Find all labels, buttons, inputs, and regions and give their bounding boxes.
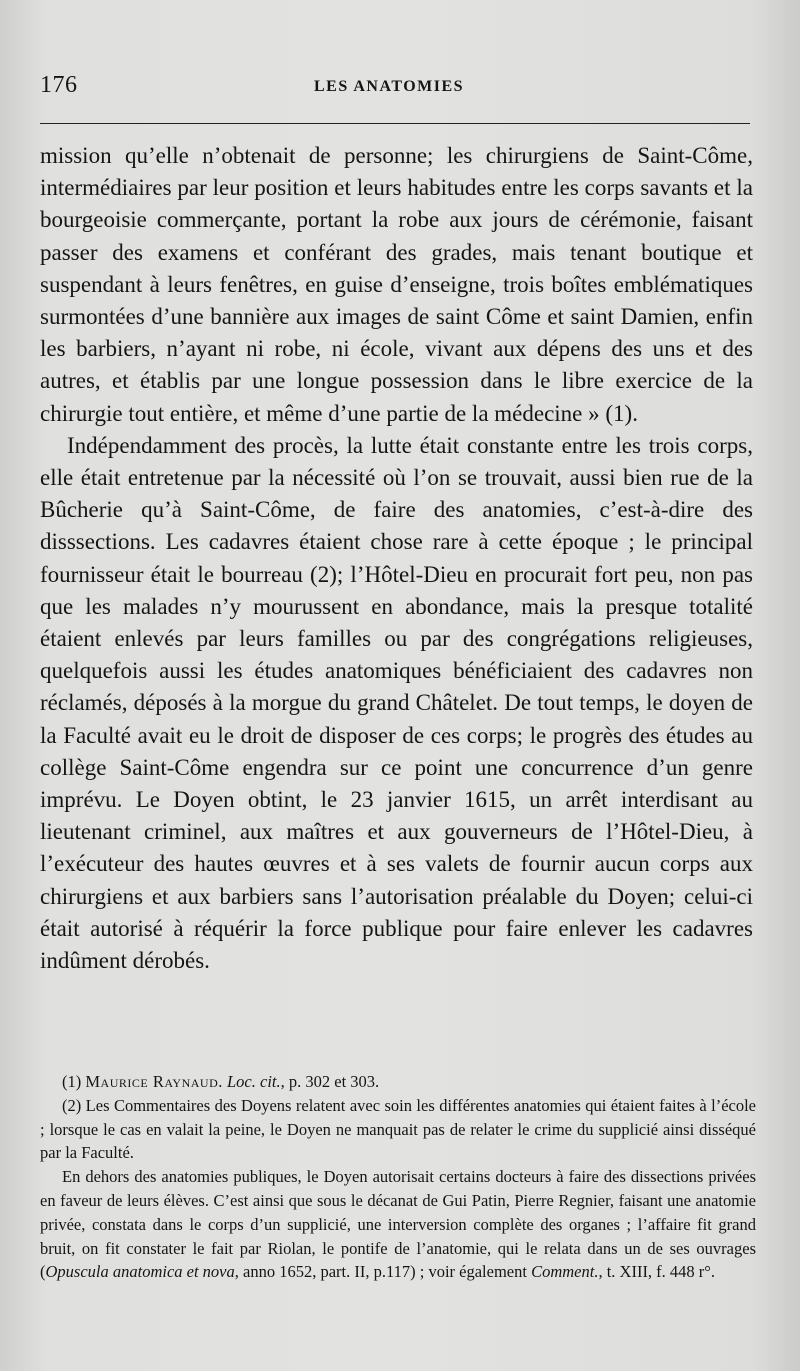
footnote-reference: Comment. <box>531 1262 599 1282</box>
footnote-2: (2) Les Commentaires des Doyens relatent avec soin les différentes anatomies qui étaient faites à l’école ; lorsque le cas en valait la peine, le Doyen ne manquait pas de relater le crime du supplicié ainsi disséqué par la Faculté. <box>40 1095 756 1163</box>
header-rule <box>40 123 750 124</box>
footnotes <box>40 1070 756 1284</box>
body-text <box>40 140 753 977</box>
body-paragraph: Indépendamment des procès, la lutte était constante entre les trois corps, elle était entretenue par la nécessité où l’on se trouvait, aussi bien rue de la Bûcherie qu’à Saint-Côme, de faire des anatomies, c’est-à-dire des disssections. Les cadavres étaient chose rare à cette époque ; le principal fournisseur était le bourreau (2); l’Hôtel-Dieu en procurait fort peu, non pas que les malades n’y mourussent en abondance, mais la presque totalité étaient enlevés par leurs familles ou par des congrégations religieuses, quelquefois aussi les études anatomiques bénéficiaient des cadavres non réclamés, déposés à la morgue du grand Châtelet. De tout temps, le doyen de la Faculté avait eu le droit de disposer de ces corps; le progrès des études au collège Saint-Côme engendra sur ce point une concurrence d’un genre imprévu. Le Doyen obtint, le 23 janvier 1615, un arrêt interdisant au lieutenant criminel, aux maîtres et aux gouverneurs de l’Hôtel-Dieu, à l’exécuteur des hautes œuvres et à ses valets de fournir aucun corps aux chirurgiens et aux barbiers sans l’autorisation préalable du Doyen; celui-ci était autorisé à réquérir la force publique pour faire enlever les cadavres indûment dérobés. <box>40 432 753 974</box>
footnote-reference: Loc. cit. <box>227 1072 281 1091</box>
footnote-author: Maurice Raynaud. <box>85 1072 223 1091</box>
footnote-text: , t. XIII, f. 448 r°. <box>598 1262 716 1282</box>
footnote-3 <box>40 1165 756 1284</box>
running-title: LES ANATOMIES <box>314 78 465 95</box>
footnote-text: En dehors des anatomies publiques, le Doyen autorisait certains docteurs à faire des dissections privées en faveur de leurs élèves. C’est ainsi que sous le décanat de Gui Patin, Pierre Regnier, faisant une anatomie privée, constata dans le corps d’un supplicié, une interversion complète des organes ; l’affaire fit grand bruit, on fit constater le fait par Riolan, le pontife de l’anatomie, qui le relata dans un de ses ouvrages ( <box>40 1167 756 1282</box>
body-paragraph: mission qu’elle n’obtenait de personne; les chirurgiens de Saint-Côme, intermédiaires par leur position et leurs habitudes entre les corps savants et la bourgeoisie commerçante, portant la robe aux jours de cérémonie, faisant passer des examens et conférant des grades, mais tenant boutique et suspendant à leurs fenêtres, en guise d’enseigne, trois boîtes emblématiques surmontées d’une bannière aux images de saint Côme et saint Damien, enfin les barbiers, n’ayant ni robe, ni école, vivant aux dépens des uns et des autres, et établis par une longue possession dans le libre exercice de la chirurgie tout entière, et même d’une partie de la médecine » (1). <box>40 143 753 426</box>
footnote-text: , p. 302 et 303. <box>280 1072 380 1091</box>
page-header <box>40 72 762 106</box>
footnote-text: , anno 1652, part. II, p.117) ; voir également <box>234 1262 532 1282</box>
footnote-work-title: Opuscula anatomica et nova <box>45 1262 235 1282</box>
footnote-mark: (1) <box>62 1072 82 1091</box>
footnote-1 <box>40 1070 756 1094</box>
page-number: 176 <box>40 72 78 98</box>
